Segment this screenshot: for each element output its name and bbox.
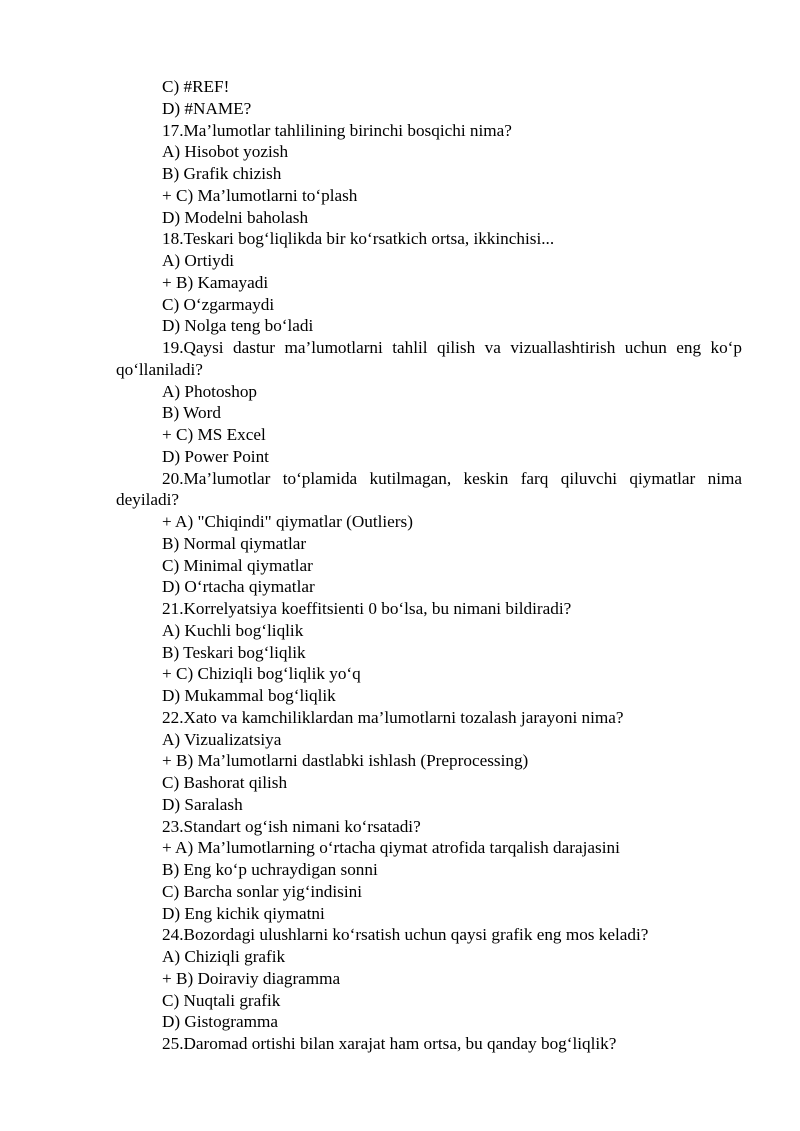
answer-option: A) Chiziqli grafik	[162, 947, 286, 966]
answer-option: B) Eng ko‘p uchraydigan sonni	[162, 860, 378, 879]
answer-option: D) Mukammal bog‘liqlik	[162, 686, 336, 705]
question-22: 22.Xato va kamchiliklardan ma’lumotlarni tozalash jarayoni nima?	[162, 707, 624, 727]
question-20-continuation: deyiladi?	[116, 490, 179, 510]
answer-option: C) Barcha sonlar yig‘indisini	[162, 881, 363, 901]
question-23: 23.Standart og‘ish nimani ko‘rsatadi?	[162, 816, 421, 836]
question-24: 24.Bozordagi ulushlarni ko‘rsatish uchun qaysi grafik eng mos keladi?	[162, 925, 649, 945]
answer-option: D) Power Point	[162, 446, 269, 466]
answer-option: D) Modelni baholash	[162, 207, 309, 227]
correct-answer-option: + B) Doiraviy diagramma	[162, 968, 341, 988]
correct-answer-option: + C) Chiziqli bog‘liqlik yo‘q	[162, 664, 361, 684]
question-18: 18.Teskari bog‘liqlikda bir ko‘rsatkich ortsa, ikkinchisi...	[162, 229, 555, 249]
correct-answer-option: + C) Ma’lumotlarni to‘plash	[162, 185, 358, 205]
answer-option: C) #REF!	[162, 77, 230, 96]
answer-option: A) Ortiydi	[162, 251, 235, 270]
answer-option: A) Vizualizatsiya	[162, 729, 282, 749]
question-17: 17.Ma’lumotlar tahlilining birinchi bosqichi nima?	[162, 120, 512, 140]
answer-option: D) Saralash	[162, 794, 243, 814]
answer-option: B) Grafik chizish	[162, 164, 282, 183]
correct-answer-option: + B) Ma’lumotlarni dastlabki ishlash (Preprocessing)	[162, 751, 529, 771]
answer-option: A) Photoshop	[162, 381, 258, 401]
answer-option: C) Minimal qiymatlar	[162, 555, 313, 575]
answer-option: D) Nolga teng bo‘ladi	[162, 316, 314, 336]
answer-option: B) Normal qiymatlar	[162, 533, 307, 553]
answer-option: B) Word	[162, 403, 221, 423]
question-25: 25.Daromad ortishi bilan xarajat ham ortsa, bu qanday bog‘liqlik?	[162, 1034, 617, 1053]
answer-option: D) O‘rtacha qiymatlar	[162, 577, 315, 597]
correct-answer-option: + A) "Chiqindi" qiymatlar (Outliers)	[162, 512, 413, 531]
question-21: 21.Korrelyatsiya koeffitsienti 0 bo‘lsa, bu nimani bildiradi?	[162, 599, 572, 618]
answer-option: C) Nuqtali grafik	[162, 990, 281, 1010]
answer-option: C) O‘zgarmaydi	[162, 294, 275, 314]
answer-option: A) Hisobot yozish	[162, 142, 289, 162]
answer-option: D) Gistogramma	[162, 1012, 278, 1032]
correct-answer-option: + B) Kamayadi	[162, 272, 269, 292]
answer-option: C) Bashorat qilish	[162, 773, 288, 792]
question-19-continuation: qo‘llaniladi?	[116, 359, 203, 379]
answer-option: D) #NAME?	[162, 98, 252, 118]
answer-option: A) Kuchli bog‘liqlik	[162, 620, 304, 640]
correct-answer-option: + A) Ma’lumotlarning o‘rtacha qiymat atrofida tarqalish darajasini	[162, 838, 620, 858]
answer-option: B) Teskari bog‘liqlik	[162, 642, 306, 662]
question-20: 20.Ma’lumotlar to‘plamida kutilmagan, keskin farq qiluvchi qiymatlar nima	[162, 468, 742, 488]
answer-option: D) Eng kichik qiymatni	[162, 903, 325, 923]
correct-answer-option: + C) MS Excel	[162, 425, 266, 444]
question-19: 19.Qaysi dastur ma’lumotlarni tahlil qilish va vizuallashtirish uchun eng ko‘p	[162, 338, 742, 357]
